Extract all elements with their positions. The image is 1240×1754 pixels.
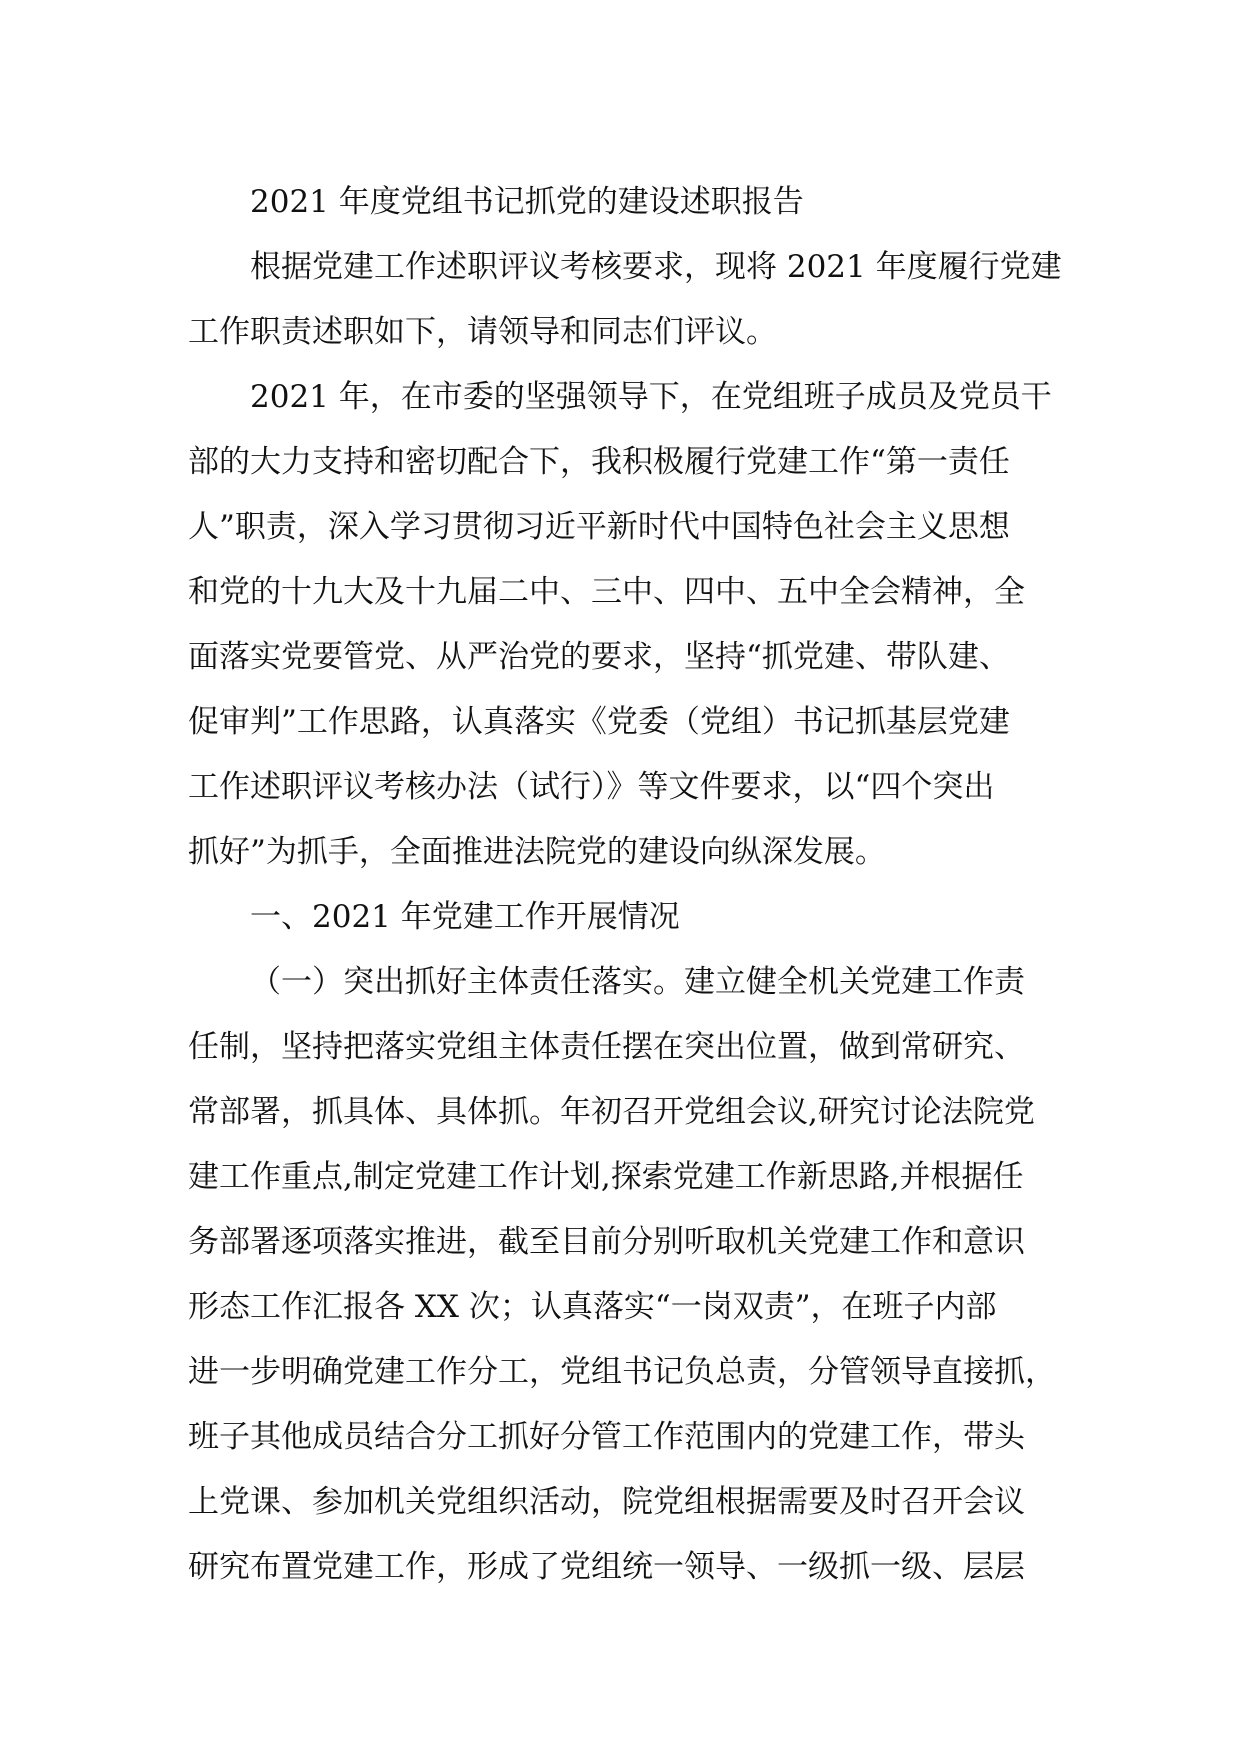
section-heading: 一、2021 年党建工作开展情况	[250, 899, 680, 935]
paragraph-line: 部的大力支持和密切配合下，我积极履行党建工作“第一责任	[188, 444, 1010, 480]
paragraph-line: 工作职责述职如下，请领导和同志们评议。	[188, 314, 777, 350]
paragraph-line: 建工作重点,制定党建工作计划,探索党建工作新思路,并根据任	[188, 1159, 1024, 1195]
paragraph-line: 形态工作汇报各 XX 次；认真落实“一岗双责”，在班子内部	[188, 1289, 997, 1325]
paragraph-line: 工作述职评议考核办法（试行）》等文件要求，以“四个突出	[188, 769, 995, 805]
document-body	[188, 170, 1068, 1600]
paragraph-line: 和党的十九大及十九届二中、三中、四中、五中全会精神，全	[188, 574, 1025, 610]
paragraph-line: 促审判”工作思路，认真落实《党委（党组）书记抓基层党建	[188, 704, 1010, 740]
paragraph-line: 上党课、参加机关党组织活动，院党组根据需要及时召开会议	[188, 1484, 1025, 1520]
paragraph-line: 进一步明确党建工作分工，党组书记负总责，分管领导直接抓，	[188, 1354, 1056, 1390]
paragraph-line: 务部署逐项落实推进，截至目前分别听取机关党建工作和意识	[188, 1224, 1025, 1260]
paragraph-line: 抓好”为抓手，全面推进法院党的建设向纵深发展。	[188, 834, 886, 870]
paragraph-line: （一）突出抓好主体责任落实。建立健全机关党建工作责	[250, 964, 1025, 1000]
paragraph-line: 研究布置党建工作，形成了党组统一领导、一级抓一级、层层	[188, 1549, 1025, 1585]
paragraph-line: 任制，坚持把落实党组主体责任摆在突出位置，做到常研究、	[188, 1029, 1025, 1065]
paragraph-line: 根据党建工作述职评议考核要求，现将 2021 年度履行党建	[250, 249, 1062, 285]
paragraph-line: 班子其他成员结合分工抓好分管工作范围内的党建工作，带头	[188, 1419, 1025, 1455]
paragraph-line: 面落实党要管党、从严治党的要求，坚持“抓党建、带队建、	[188, 639, 1010, 675]
paragraph-line: 2021 年，在市委的坚强领导下，在党组班子成员及党员干	[250, 379, 1052, 415]
paragraph-line: 人”职责，深入学习贯彻习近平新时代中国特色社会主义思想	[188, 509, 1010, 545]
document-title: 2021 年度党组书记抓党的建设述职报告	[250, 184, 804, 220]
paragraph-line: 常部署，抓具体、具体抓。年初召开党组会议,研究讨论法院党	[188, 1094, 1035, 1130]
